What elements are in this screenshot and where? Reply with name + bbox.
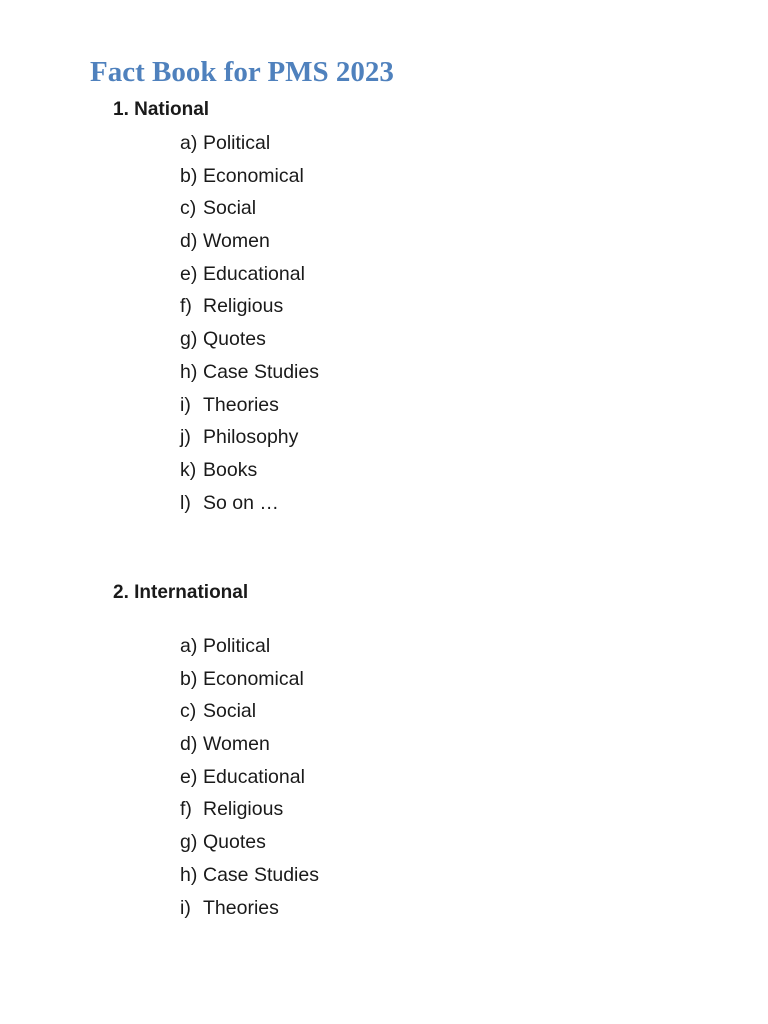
item-label: Women [203, 230, 270, 253]
item-marker: i) [180, 896, 191, 919]
item-label: Educational [203, 262, 305, 285]
item-marker: c) [180, 700, 197, 723]
item-marker: g) [180, 831, 198, 854]
list-item [180, 160, 319, 193]
item-label: Economical [203, 667, 304, 690]
item-label: Political [203, 132, 271, 154]
list-item [180, 826, 319, 859]
item-marker: j) [180, 426, 191, 449]
item-marker: k) [180, 458, 197, 481]
item-marker: a) [180, 132, 198, 154]
item-label: Quotes [203, 831, 266, 854]
item-marker: e) [180, 765, 198, 788]
item-label: Women [203, 733, 270, 756]
list-item [180, 487, 319, 520]
list-item [180, 695, 319, 728]
item-marker: h) [180, 863, 198, 886]
item-label: Political [203, 635, 271, 657]
list-item [180, 793, 319, 826]
list-item [180, 859, 319, 892]
item-marker: e) [180, 262, 198, 285]
item-list [180, 127, 319, 519]
list-item [180, 225, 319, 258]
list-item [180, 421, 319, 454]
item-label: So on … [203, 491, 279, 514]
section-heading: 1. National [113, 99, 210, 120]
item-marker: c) [180, 197, 197, 220]
section-heading: 2. International [113, 582, 249, 603]
list-item [180, 728, 319, 761]
item-marker: l) [180, 491, 191, 514]
item-marker: f) [180, 798, 192, 821]
item-label: Educational [203, 765, 305, 788]
list-item [180, 892, 319, 925]
item-label: Theories [203, 896, 279, 919]
item-marker: a) [180, 635, 198, 657]
item-marker: i) [180, 393, 191, 416]
item-marker: h) [180, 360, 198, 383]
item-label: Books [203, 458, 258, 481]
list-item [180, 323, 319, 356]
item-label: Theories [203, 393, 279, 416]
item-label: Social [203, 700, 257, 723]
item-label: Social [203, 197, 257, 220]
list-item [180, 356, 319, 389]
item-label: Quotes [203, 328, 266, 351]
list-item [180, 663, 319, 696]
list-item [180, 258, 319, 291]
list-item [180, 192, 319, 225]
item-label: Philosophy [203, 426, 299, 449]
item-label: Religious [203, 798, 284, 821]
item-marker: d) [180, 733, 198, 756]
item-label: Religious [203, 295, 284, 318]
list-item [180, 454, 319, 487]
list-item [180, 127, 319, 160]
list-item [180, 761, 319, 794]
document-title: Fact Book for PMS 2023 [90, 56, 394, 88]
item-label: Case Studies [203, 360, 319, 383]
item-label: Economical [203, 164, 304, 187]
item-marker: f) [180, 295, 192, 318]
list-item [180, 290, 319, 323]
item-marker: d) [180, 230, 198, 253]
item-marker: b) [180, 164, 198, 187]
item-marker: g) [180, 328, 198, 351]
item-marker: b) [180, 667, 198, 690]
item-list [180, 630, 319, 924]
list-item [180, 389, 319, 422]
item-label: Case Studies [203, 863, 319, 886]
list-item [180, 630, 319, 663]
